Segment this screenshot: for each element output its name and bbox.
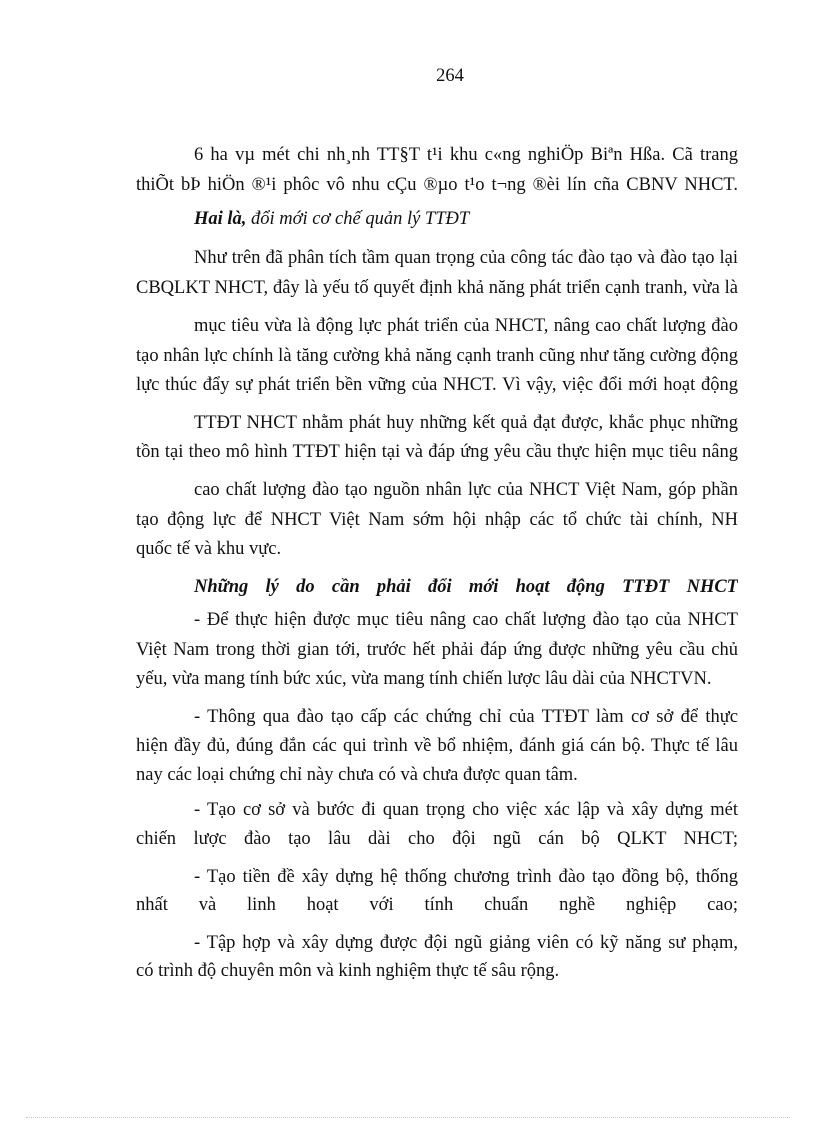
heading-text: đổi mới cơ chế quản lý TTĐT: [246, 209, 470, 229]
text-line: tạo động lực để NHCT Việt Nam sớm hội nhập các tổ chức tài chính, NH: [136, 510, 738, 530]
text-line: - Tập hợp và xây dựng được đội ngũ giảng viên có kỹ năng sư phạm,: [194, 933, 738, 953]
text-line: 6 ha vµ mét chi nh¸nh TT§T t¹i khu c«ng nghiÖp Biªn Hßa. Cã trang: [194, 145, 738, 165]
text-line: chiến lược đào tạo lâu dài cho đội ngũ cán bộ QLKT NHCT;: [136, 829, 738, 849]
text-line: cao chất lượng đào tạo nguồn nhân lực của NHCT Việt Nam, góp phần: [194, 480, 738, 500]
text-line: nhất và linh hoạt với tính chuẩn nghề nghiệp cao;: [136, 895, 738, 915]
text-line: mục tiêu vừa là động lực phát triển của NHCT, nâng cao chất lượng đào: [194, 316, 738, 336]
section-heading-2: [194, 207, 469, 231]
text-line: nay các loại chứng chỉ này chưa có và chưa được quan tâm.: [136, 765, 578, 785]
text-line: quốc tế và khu vực.: [136, 539, 282, 559]
footer-dotted-rule: [26, 1117, 790, 1118]
text-line: - Tạo cơ sở và bước đi quan trọng cho việc xác lập và xây dựng mét: [194, 800, 738, 820]
text-line: có trình độ chuyên môn và kinh nghiệm thực tế sâu rộng.: [136, 961, 560, 981]
text-line: TTĐT NHCT nhằm phát huy những kết quả đạt được, khắc phục những: [194, 413, 738, 433]
text-line: lực thúc đẩy sự phát triển bền vững của NHCT. Vì vậy, việc đổi mới hoạt động: [136, 375, 738, 395]
text-line: tồn tại theo mô hình TTĐT hiện tại và đáp ứng yêu cầu thực hiện mục tiêu nâng: [136, 442, 738, 462]
text-line: Việt Nam trong thời gian tới, trước hết phải đáp ứng được những yêu cầu chủ: [136, 640, 738, 660]
text-line: yếu, vừa mang tính bức xúc, vừa mang tính chiến lược lâu dài của NHCTVN.: [136, 669, 712, 689]
text-line: - Tạo tiền đề xây dựng hệ thống chương trình đào tạo đồng bộ, thống: [194, 867, 738, 887]
text-line: thiÕt bÞ hiÖn ®¹i phôc vô nhu cÇu ®µo t¹o t¬ng ®èi lín cña CBNV NHCT.: [136, 175, 738, 195]
text-line: hiện đầy đủ, đúng đắn các qui trình về bổ nhiệm, đánh giá cán bộ. Thực tế lâu: [136, 736, 738, 756]
text-line: CBQLKT NHCT, đây là yếu tố quyết định khả năng phát triển cạnh tranh, vừa là: [136, 278, 738, 298]
text-line: tạo nhân lực chính là tăng cường khả năng cạnh tranh cũng như tăng cường động: [136, 346, 738, 366]
section-heading-reasons: Những lý do cần phải đổi mới hoạt động TTĐT NHCT: [194, 577, 738, 597]
text-line: - Thông qua đào tạo cấp các chứng chỉ của TTĐT làm cơ sở để thực: [194, 707, 738, 727]
text-line: Như trên đã phân tích tầm quan trọng của công tác đào tạo và đào tạo lại: [194, 248, 738, 268]
page-number: 264: [436, 66, 464, 86]
text-line: - Để thực hiện được mục tiêu nâng cao chất lượng đào tạo của NHCT: [194, 610, 738, 630]
heading-lead: Hai là,: [194, 209, 247, 229]
